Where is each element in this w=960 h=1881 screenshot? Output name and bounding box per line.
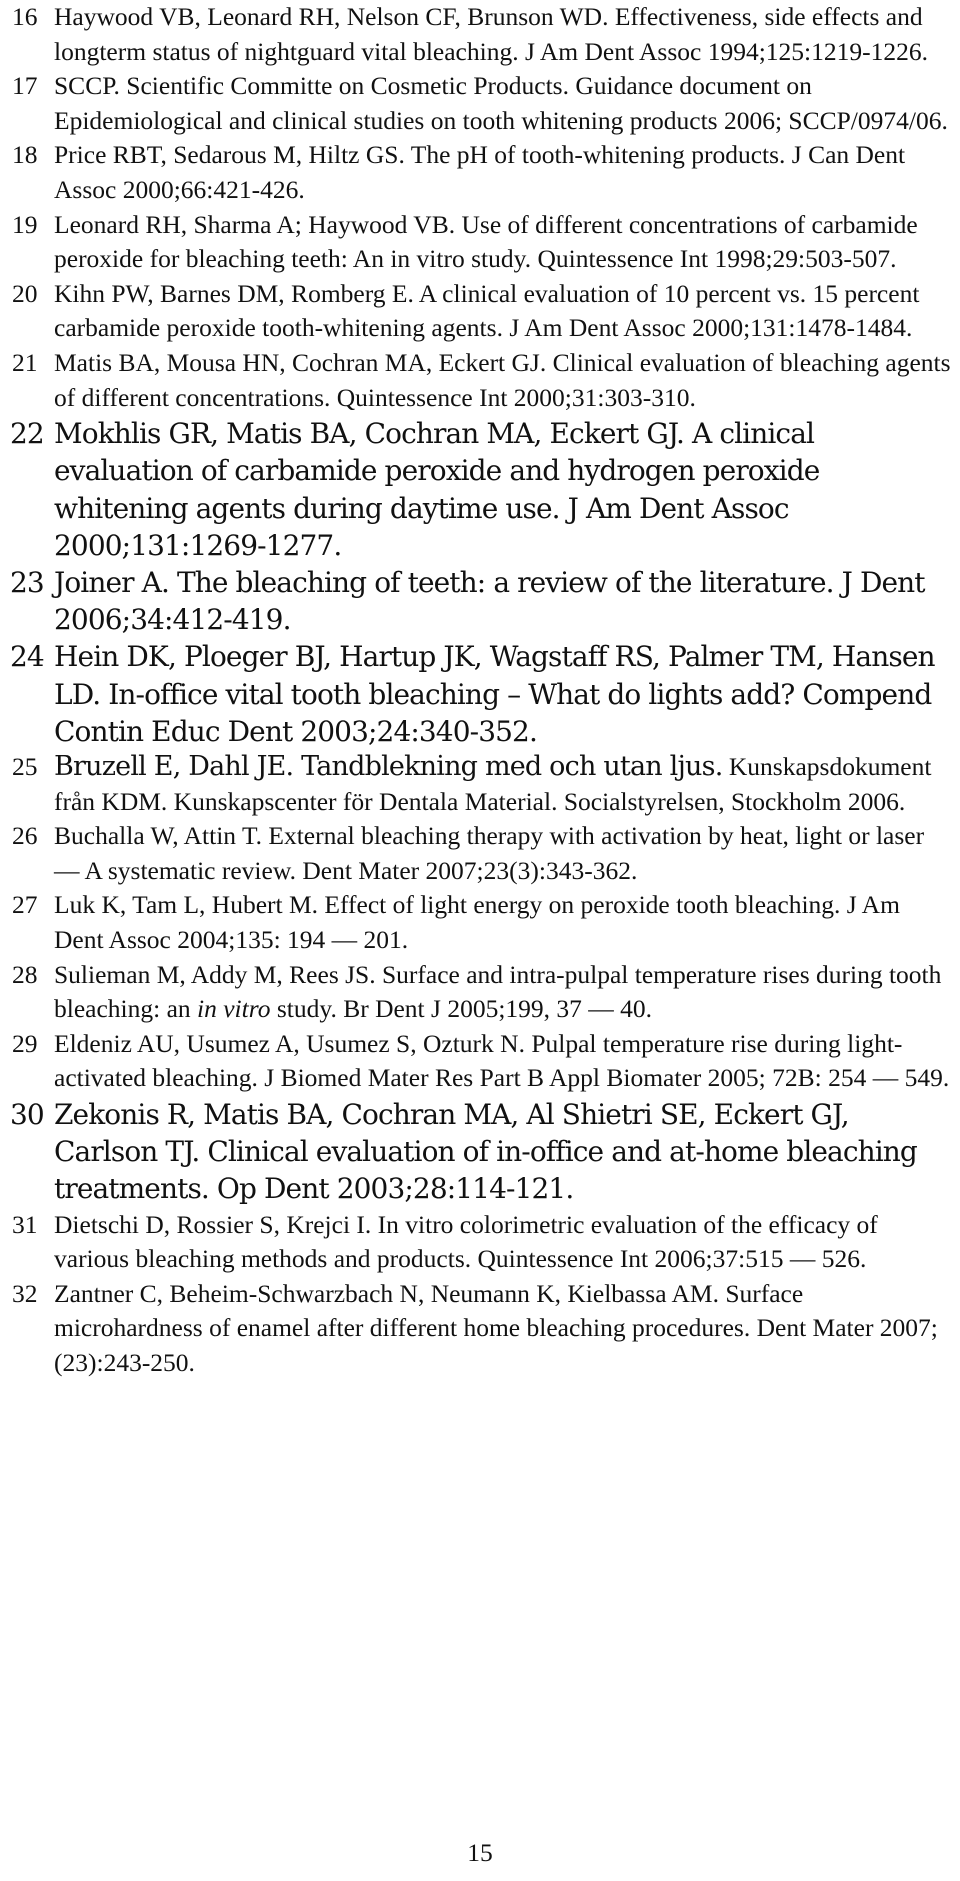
- reference-number: 21: [12, 347, 38, 377]
- reference-22: [8, 415, 958, 564]
- reference-text: Mokhlis GR, Matis BA, Cochran MA, Eckert GJ. A clinical evaluation of carbamide peroxide and hydrogen peroxide whitening agents during daytime use. J Am Dent Assoc 2000;131:1269-1277.: [54, 417, 820, 562]
- reference-text: Matis BA, Mousa HN, Cochran MA, Eckert GJ. Clinical evaluation of bleaching agents of different concentrations. Quintessence Int 2000;31:303-310.: [54, 347, 951, 412]
- reference-number: 26: [12, 821, 38, 851]
- reference-text: Joiner A. The bleaching of teeth: a review of the literature. J Dent 2006;34:412-419.: [54, 565, 925, 637]
- reference-text: Dietschi D, Rossier S, Krejci I. In vitro colorimetric evaluation of the efficacy of various bleaching methods and products. Quintessence Int 2006;37:515 — 526.: [54, 1209, 878, 1274]
- reference-16: [8, 0, 958, 69]
- reference-26: [8, 819, 958, 888]
- reference-number: 32: [12, 1278, 38, 1308]
- reference-number: 28: [12, 959, 38, 989]
- reference-25: [8, 750, 958, 819]
- reference-number: 25: [12, 751, 38, 781]
- reference-23: [8, 564, 958, 638]
- reference-text-italic: in vitro: [197, 994, 271, 1024]
- reference-text: Haywood VB, Leonard RH, Nelson CF, Brunson WD. Effectiveness, side effects and longterm status of nightguard vital bleaching. J Am Dent Assoc 1994;125:1219-1226.: [54, 2, 928, 66]
- reference-27: [8, 888, 958, 957]
- reference-text: Leonard RH, Sharma A; Haywood VB. Use of different concentrations of carbamide peroxide for bleaching teeth: An in vitro study. Quintessence Int 1998;29:503-507.: [54, 209, 918, 274]
- reference-number: 22: [10, 417, 44, 451]
- reference-number: 18: [12, 140, 38, 170]
- reference-text: Zantner C, Beheim-Schwarzbach N, Neumann K, Kielbassa AM. Surface microhardness of enamel after different home bleaching procedures. Dent Mater 2007; (23):243-250.: [54, 1278, 938, 1377]
- reference-17: [8, 69, 958, 138]
- reference-text: Kihn PW, Barnes DM, Romberg E. A clinical evaluation of 10 percent vs. 15 percent carbamide peroxide tooth-whitening agents. J Am Dent Assoc 2000;131:1478-1484.: [54, 278, 920, 343]
- reference-number: 24: [10, 640, 44, 674]
- reference-number: 19: [12, 209, 38, 239]
- reference-text: [54, 958, 958, 1027]
- reference-text: Zekonis R, Matis BA, Cochran MA, Al Shietri SE, Eckert GJ, Carlson TJ. Clinical evaluation of in-office and at-home bleaching treatments. Op Dent 2003;28:114-121.: [54, 1097, 917, 1206]
- reference-text: SCCP. Scientific Committe on Cosmetic Products. Guidance document on Epidemiological and clinical studies on tooth whitening products 2006; SCCP/0974/06.: [54, 71, 948, 135]
- reference-21: [8, 346, 958, 415]
- reference-number: 17: [12, 71, 38, 101]
- reference-30: [8, 1096, 958, 1208]
- reference-text-part: study. Br Dent J 2005;199, 37 — 40.: [270, 994, 653, 1024]
- reference-20: [8, 277, 958, 346]
- reference-number: 16: [12, 2, 38, 31]
- reference-32: [8, 1277, 958, 1381]
- reference-text: Buchalla W, Attin T. External bleaching therapy with activation by heat, light or laser — A systematic review. Dent Mater 2007;23(3):343-362.: [54, 821, 925, 885]
- reference-18: [8, 138, 958, 207]
- reference-29: [8, 1027, 958, 1096]
- reference-text-part: Bruzell E, Dahl JE. Tandblekning med och utan ljus.: [54, 750, 723, 782]
- reference-19: [8, 208, 958, 277]
- reference-number: 29: [12, 1028, 38, 1058]
- reference-31: [8, 1208, 958, 1277]
- reference-text: Eldeniz AU, Usumez A, Usumez S, Ozturk N. Pulpal temperature rise during light-activated bleaching. J Biomed Mater Res Part B Appl Biomater 2005; 72B: 254 — 549.: [54, 1028, 950, 1093]
- reference-text: Price RBT, Sedarous M, Hiltz GS. The pH of tooth-whitening products. J Can Dent Assoc 2000;66:421-426.: [54, 140, 906, 204]
- reference-24: [8, 638, 958, 750]
- reference-number: 30: [10, 1097, 44, 1131]
- reference-text: Luk K, Tam L, Hubert M. Effect of light energy on peroxide tooth bleaching. J Am Dent Assoc 2004;135: 194 — 201.: [54, 890, 900, 954]
- reference-number: 20: [12, 278, 38, 308]
- reference-text: Hein DK, Ploeger BJ, Hartup JK, Wagstaff RS, Palmer TM, Hansen LD. In-office vital tooth bleaching – What do lights add? Compend Contin Educ Dent 2003;24:340-352.: [54, 640, 935, 748]
- reference-text: [54, 750, 958, 819]
- reference-text-part: Kunskapsdokument från KDM. Kunskapscenter för Dentala Material. Socialstyrelsen, Stockholm 2006.: [54, 751, 932, 816]
- reference-number: 27: [12, 890, 38, 920]
- page-number: 15: [467, 1838, 493, 1867]
- reference-number: 23: [10, 565, 44, 599]
- reference-list: [8, 0, 958, 1380]
- reference-text-part: Sulieman M, Addy M, Rees JS. Surface and intra-pulpal temperature rises during tooth bleaching: an: [54, 959, 942, 1024]
- reference-28: [8, 958, 958, 1027]
- reference-number: 31: [12, 1209, 38, 1239]
